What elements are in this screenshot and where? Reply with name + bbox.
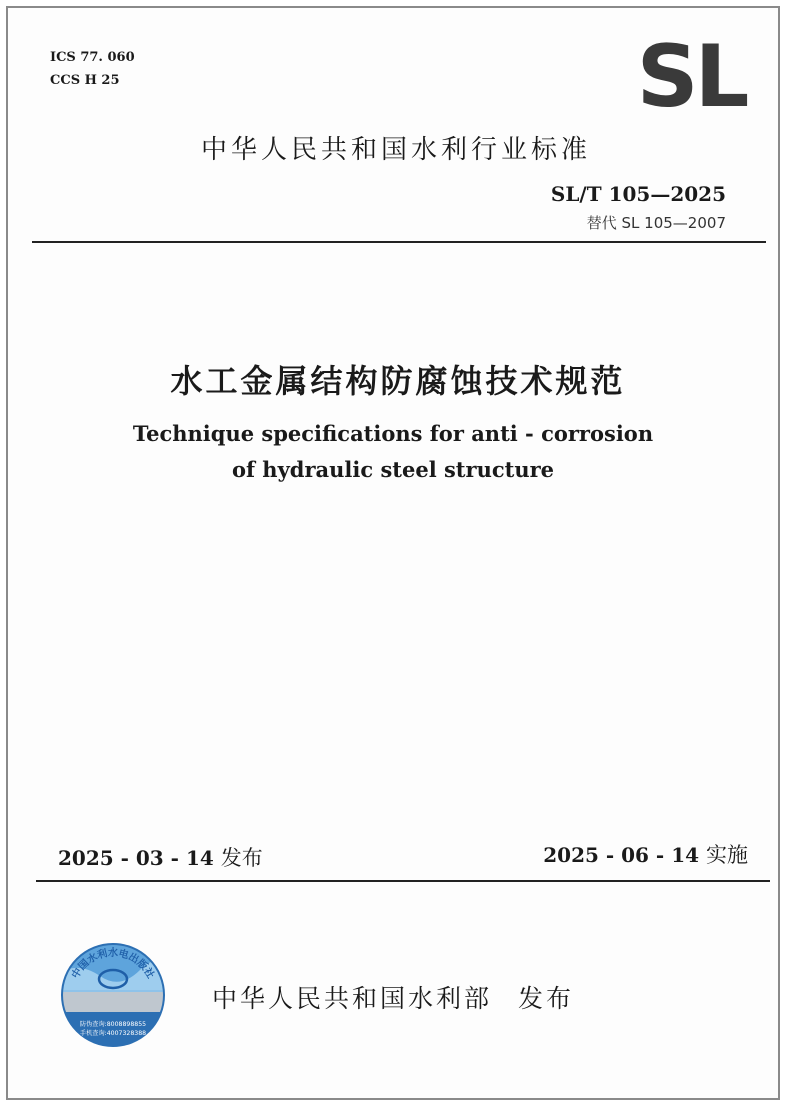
replaces-standard: 替代 SL 105—2007 [586, 214, 726, 232]
title-english-line1: Technique specifications for anti - corrosion [132, 421, 654, 446]
implement-date-block [543, 839, 748, 869]
industry-standard-title: 中华人民共和国水利行业标准 [200, 135, 591, 165]
ics-code: ICS 77. 060 [50, 50, 135, 65]
title-english-line2: of hydraulic steel structure [231, 457, 555, 482]
publisher-name: 中华人民共和国水利部 [212, 984, 493, 1013]
seal-phone1: 防伪查询:8008898855 [79, 1021, 147, 1028]
sl-logo [626, 38, 756, 116]
header-divider [32, 241, 766, 243]
footer-divider [36, 880, 770, 882]
issue-date: 2025 - 03 - 14 [58, 846, 214, 870]
anti-counterfeit-seal [60, 942, 166, 1048]
publisher-block [212, 979, 574, 1015]
ccs-code: CCS H 25 [50, 73, 120, 88]
publisher-action: 发布 [518, 984, 575, 1013]
issue-date-block [58, 842, 263, 872]
implement-date: 2025 - 06 - 14 [543, 843, 700, 867]
title-chinese: 水工金属结构防腐蚀技术规范 [170, 362, 626, 400]
seal-phone2: 手机查询:4007328388 [79, 1030, 147, 1037]
issue-label: 发布 [220, 846, 263, 870]
seal-arc-text: 中国水利水电出版社 [70, 948, 156, 981]
implement-label: 实施 [706, 843, 748, 867]
cover-page [6, 6, 780, 1100]
standard-number: SL/T 105—2025 [550, 182, 726, 206]
classification-codes [50, 46, 135, 92]
sl-logo-text: SL [636, 38, 746, 116]
